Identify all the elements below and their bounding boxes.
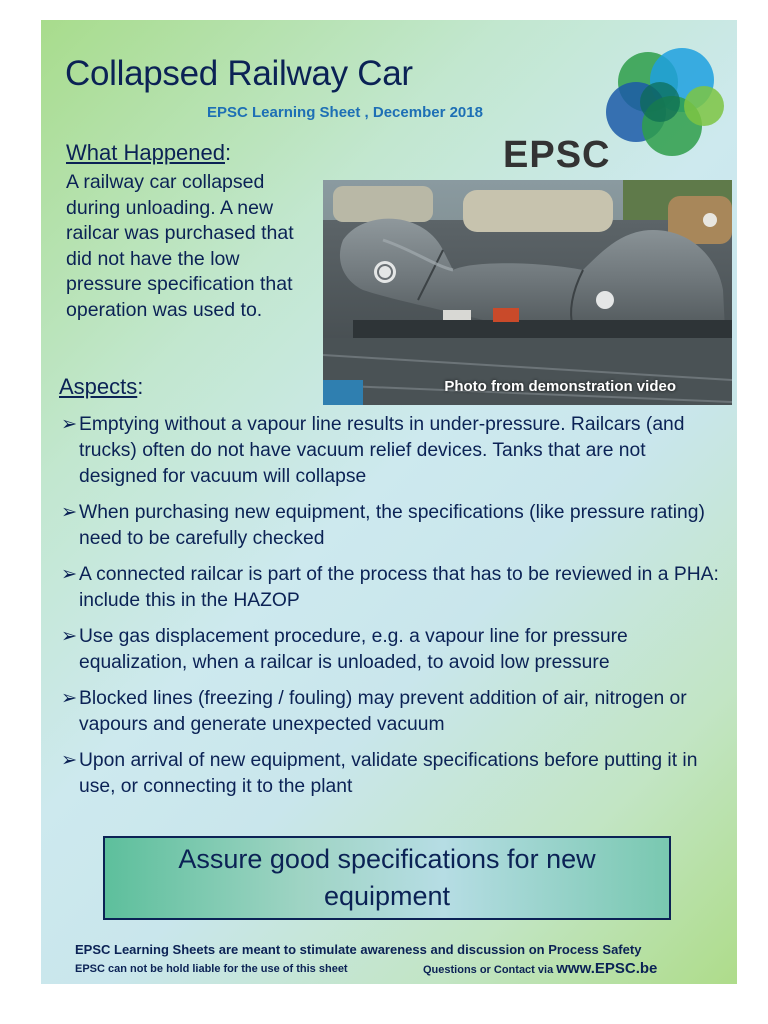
- aspect-text: A connected railcar is part of the process that has to be reviewed in a PHA: include this in the HAZOP: [79, 564, 719, 611]
- key-message-box: [103, 836, 671, 920]
- footer-contact: [423, 960, 657, 977]
- list-item: [61, 748, 729, 800]
- list-item: [61, 686, 729, 738]
- what-happened-body: A railway car collapsed during unloading. A new railcar was purchased that did not have the low pressure specification that operation was used to.: [66, 171, 294, 321]
- what-happened-heading-text: What Happened: [66, 140, 225, 165]
- list-item: [61, 624, 729, 676]
- list-item: [61, 412, 729, 490]
- arrow-bullet-icon: ➢: [61, 502, 78, 523]
- list-item: [61, 562, 729, 614]
- railcar-image-icon: [323, 180, 732, 405]
- aspect-text: Emptying without a vapour line results in under-pressure. Railcars (and trucks) often do not have vacuum relief devices. Tanks that are not designed for vacuum will collapse: [79, 414, 685, 487]
- page-title: Collapsed Railway Car: [65, 54, 413, 93]
- key-message-text: Assure good specifications for new equipment: [178, 844, 596, 911]
- page-subtitle: EPSC Learning Sheet , December 2018: [207, 104, 483, 121]
- website-link[interactable]: www.EPSC.be: [556, 960, 658, 977]
- aspect-text: When purchasing new equipment, the specifications (like pressure rating) need to be carefully checked: [79, 502, 705, 549]
- arrow-bullet-icon: ➢: [61, 414, 78, 435]
- epsc-logo-text: EPSC: [503, 134, 611, 176]
- footer-contact-prefix: Questions or Contact via: [423, 964, 554, 976]
- photo-caption: Photo from demonstration video: [444, 378, 676, 395]
- what-happened-heading-colon: :: [225, 140, 232, 165]
- what-happened-heading: [66, 140, 231, 166]
- aspects-heading: [59, 374, 143, 400]
- arrow-bullet-icon: ➢: [61, 626, 78, 647]
- arrow-bullet-icon: ➢: [61, 688, 78, 709]
- footer-purpose-text: EPSC Learning Sheets are meant to stimulate awareness and discussion on Process Safety: [75, 942, 642, 957]
- aspect-text: Upon arrival of new equipment, validate specifications before putting it in use, or connecting it to the plant: [79, 750, 698, 797]
- aspects-heading-colon: :: [137, 374, 144, 399]
- aspects-heading-text: Aspects: [59, 374, 138, 399]
- aspect-text: Use gas displacement procedure, e.g. a vapour line for pressure equalization, when a railcar is unloaded, to avoid low pressure: [79, 626, 628, 673]
- arrow-bullet-icon: ➢: [61, 564, 78, 585]
- epsc-logo-icon: [596, 42, 728, 160]
- arrow-bullet-icon: ➢: [61, 750, 78, 771]
- list-item: [61, 500, 729, 552]
- footer-disclaimer: EPSC can not be hold liable for the use of this sheet: [75, 963, 348, 975]
- collapsed-railcar-photo: [323, 180, 732, 405]
- aspects-list: [61, 412, 729, 810]
- aspect-text: Blocked lines (freezing / fouling) may prevent addition of air, nitrogen or vapours and generate unexpected vacuum: [79, 688, 687, 735]
- learning-sheet: [41, 20, 737, 984]
